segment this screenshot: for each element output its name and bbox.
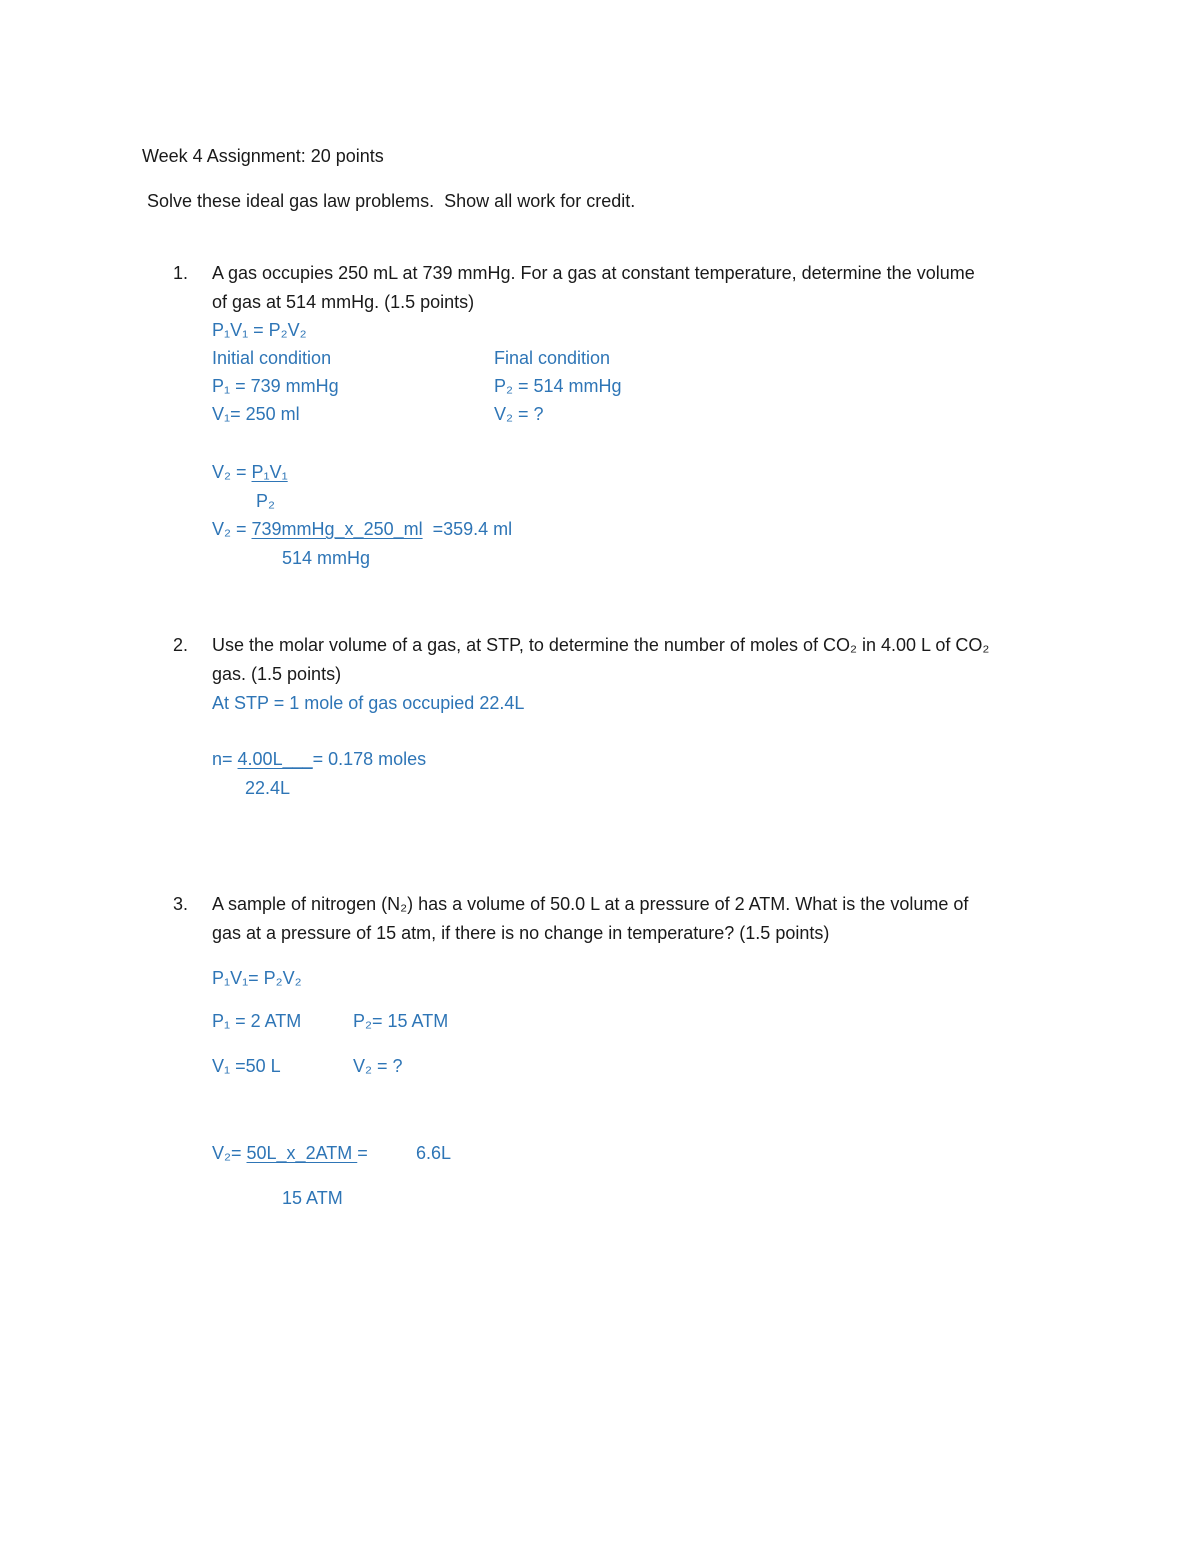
q1-initial-header: Initial condition bbox=[212, 348, 332, 368]
q1-v2: V₂ = ? bbox=[494, 404, 544, 424]
q3-p1: P₁ = 2 ATM bbox=[212, 1011, 302, 1031]
q2-calc-lhs: n= bbox=[212, 749, 238, 769]
q3-calc-equals: = bbox=[357, 1143, 368, 1163]
q1-calc-lhs: V₂ = bbox=[212, 519, 252, 539]
q1-v1: V₁= 250 ml bbox=[212, 404, 300, 424]
page-title: Week 4 Assignment: 20 points bbox=[142, 146, 384, 166]
q1-number: 1. bbox=[173, 263, 189, 283]
q2-calc-result: = 0.178 moles bbox=[312, 749, 427, 769]
q2-calc-line bbox=[212, 750, 426, 768]
q3-v1: V₁ =50 L bbox=[212, 1056, 281, 1076]
q1-solve-line bbox=[212, 463, 288, 481]
q1-solve-lhs: V₂ = bbox=[212, 462, 252, 482]
q1-solve-denominator: P₂ bbox=[256, 491, 275, 511]
q3-p2: P₂= 15 ATM bbox=[353, 1011, 449, 1031]
q3-calc-lhs: V₂= bbox=[212, 1143, 247, 1163]
q1-text-line2: of gas at 514 mmHg. (1.5 points) bbox=[212, 292, 475, 312]
q1-calc-denominator: 514 mmHg bbox=[282, 548, 371, 568]
q2-number: 2. bbox=[173, 635, 189, 655]
q1-solve-numerator: P₁V₁ bbox=[251, 462, 288, 482]
q1-final-header: Final condition bbox=[494, 348, 611, 368]
q3-v2: V₂ = ? bbox=[353, 1056, 403, 1076]
q1-formula: P₁V₁ = P₂V₂ bbox=[212, 320, 307, 340]
q3-calc-result: 6.6L bbox=[416, 1143, 452, 1163]
q1-calc-line bbox=[212, 520, 512, 538]
q1-p1: P₁ = 739 mmHg bbox=[212, 376, 339, 396]
q1-calc-result: =359.4 ml bbox=[422, 519, 513, 539]
q3-formula: P₁V₁= P₂V₂ bbox=[212, 968, 302, 988]
q2-text-line2: gas. (1.5 points) bbox=[212, 664, 342, 684]
q2-text-line1: Use the molar volume of a gas, at STP, to determine the number of moles of CO₂ in 4.00 L of CO₂ bbox=[212, 635, 990, 655]
q2-calc-denominator: 22.4L bbox=[245, 778, 291, 798]
q1-p2: P₂ = 514 mmHg bbox=[494, 376, 622, 396]
instructions: Solve these ideal gas law problems. Show all work for credit. bbox=[147, 191, 636, 211]
q1-text-line1: A gas occupies 250 mL at 739 mmHg. For a gas at constant temperature, determine the volume bbox=[212, 263, 975, 283]
q3-calc-denominator: 15 ATM bbox=[282, 1188, 343, 1208]
q2-stp: At STP = 1 mole of gas occupied 22.4L bbox=[212, 693, 525, 713]
q3-text-line1: A sample of nitrogen (N₂) has a volume of 50.0 L at a pressure of 2 ATM. What is the volume of bbox=[212, 894, 969, 914]
q3-calc-numerator: 50L_x_2ATM bbox=[246, 1143, 358, 1163]
q3-calc-line bbox=[212, 1144, 368, 1162]
q1-calc-numerator: 739mmHg_x_250_ml bbox=[251, 519, 423, 539]
q2-calc-numerator: 4.00L___ bbox=[237, 749, 313, 769]
q3-number: 3. bbox=[173, 894, 189, 914]
q3-text-line2: gas at a pressure of 15 atm, if there is no change in temperature? (1.5 points) bbox=[212, 923, 830, 943]
